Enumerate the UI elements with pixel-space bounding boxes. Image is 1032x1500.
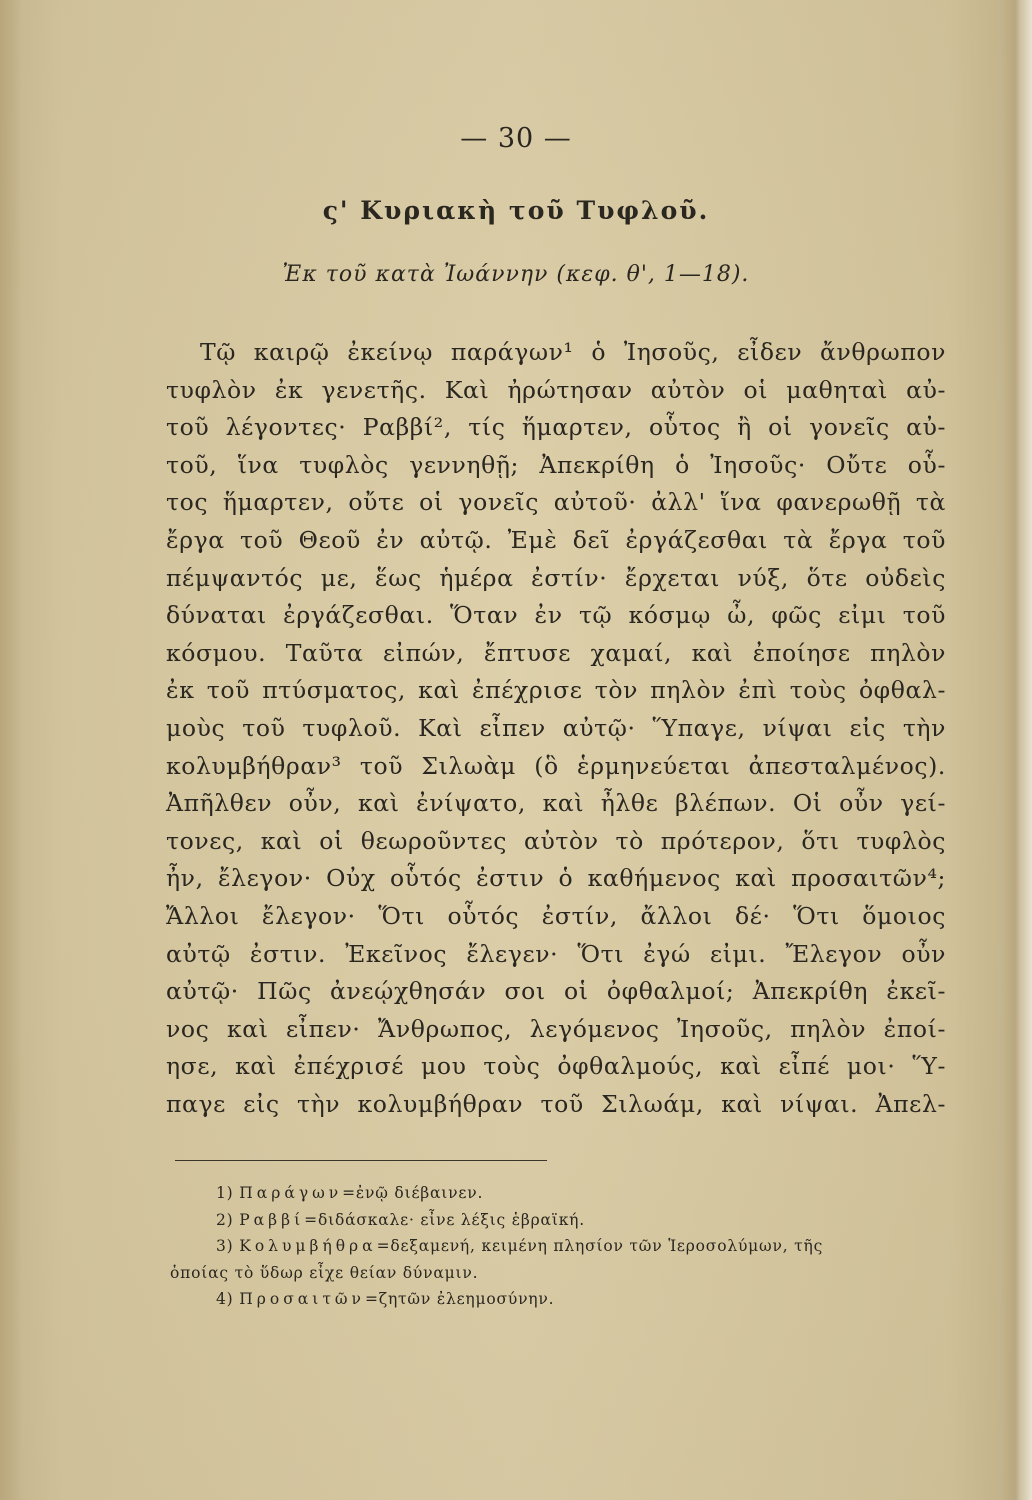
- text-line: Ἄλλοι ἔλεγον· Ὅτι οὗτός ἐστίν, ἄλλοι δέ· Ὅτι ὅμοιος: [166, 901, 946, 930]
- footnote-2: [166, 1207, 946, 1234]
- text-line: αὐτῷ· Πῶς ἀνεῴχθησάν σοι οἱ ὀφθαλμοί; Ἀπεκρίθη ἐκεῖ-: [166, 977, 946, 1006]
- page-subheading: Ἐκ τοῦ κατὰ Ἰωάννην (κεφ. θ', 1—18).: [282, 262, 750, 287]
- text-line: παγε εἰς τὴν κολυμβήθραν τοῦ Σιλωάμ, καὶ νίψαι. Ἀπελ-: [166, 1089, 946, 1118]
- text-line: τος ἥμαρτεν, οὔτε οἱ γονεῖς αὐτοῦ· ἀλλ' ἵνα φανερωθῇ τὰ: [166, 488, 946, 517]
- text-line: Ἀπῆλθεν οὖν, καὶ ἐνίψατο, καὶ ἦλθε βλέπων. Οἱ οὖν γεί-: [166, 789, 946, 818]
- page-gutter-shadow: [0, 0, 22, 1500]
- footnote-text: =δεξαμενή, κειμένη πλησίον τῶν Ἱεροσολύμων, τῆς: [376, 1237, 824, 1255]
- footnotes: [166, 1180, 946, 1313]
- text-line: ησε, καὶ ἐπέχρισέ μου τοὺς ὀφθαλμούς, καὶ εἶπέ μοι· Ὕ-: [166, 1052, 946, 1081]
- text-line: ἐκ τοῦ πτύσματος, καὶ ἐπέχρισε τὸν πηλὸν ἐπὶ τοὺς ὀφθαλ-: [166, 676, 946, 705]
- footnote-term: Κολυμβήθρα: [239, 1237, 377, 1255]
- footnote-3-continued: [166, 1260, 946, 1287]
- text-line: κολυμβήθραν³ τοῦ Σιλωὰμ (ὃ ἑρμηνεύεται ἀπεσταλμένος).: [166, 751, 946, 780]
- text-line: αὐτῷ ἐστιν. Ἐκεῖνος ἔλεγεν· Ὅτι ἐγώ εἰμι. Ἔλεγον οὖν: [166, 939, 946, 968]
- footnote-divider: [175, 1160, 547, 1161]
- footnote-mark: 2): [216, 1210, 234, 1229]
- footnote-4: [166, 1286, 946, 1313]
- text-line: κόσμου. Ταῦτα εἰπών, ἔπτυσε χαμαί, καὶ ἐποίησε πηλὸν: [166, 638, 946, 667]
- footnote-term: Ραββί: [239, 1210, 305, 1229]
- text-line: νος καὶ εἶπεν· Ἄνθρωπος, λεγόμενος Ἰησοῦς, πηλὸν ἐποί-: [166, 1014, 946, 1043]
- footnote-text: =διδάσκαλε· εἶνε λέξις ἑβραϊκή.: [304, 1210, 585, 1229]
- gospel-text: [166, 334, 946, 1123]
- page-edge-strip: [1001, 0, 1032, 1500]
- footnote-mark: 3): [216, 1237, 234, 1255]
- footnote-term: Παράγων: [239, 1184, 343, 1202]
- page-heading: ς' Κυριακὴ τοῦ Τυφλοῦ.: [322, 196, 710, 225]
- footnote-term: Προσαιτῶν: [239, 1290, 365, 1308]
- footnote-mark: 4): [216, 1290, 234, 1308]
- page-number: — 30 —: [460, 123, 572, 154]
- text-line: μοὺς τοῦ τυφλοῦ. Καὶ εἶπεν αὐτῷ· Ὕπαγε, νίψαι εἰς τὴν: [166, 713, 946, 742]
- text-line: τοῦ λέγοντες· Ραββί², τίς ἥμαρτεν, οὗτος ἢ οἱ γονεῖς αὐ-: [166, 413, 946, 442]
- footnote-text: ὁποίας τὸ ὕδωρ εἶχε θείαν δύναμιν.: [170, 1263, 479, 1282]
- footnote-text: =ἐνῷ διέβαινεν.: [342, 1184, 484, 1202]
- text-line: τοῦ, ἵνα τυφλὸς γεννηθῇ; Ἀπεκρίθη ὁ Ἰησοῦς· Οὔτε οὗ-: [166, 450, 946, 479]
- text-line: Τῷ καιρῷ ἐκείνῳ παράγων¹ ὁ Ἰησοῦς, εἶδεν ἄνθρωπον: [200, 338, 946, 366]
- footnote-mark: 1): [216, 1184, 234, 1202]
- text-line: δύναται ἐργάζεσθαι. Ὅταν ἐν τῷ κόσμῳ ὦ, φῶς εἰμι τοῦ: [166, 601, 946, 630]
- text-line: τονες, καὶ οἱ θεωροῦντες αὐτὸν τὸ πρότερον, ὅτι τυφλὸς: [166, 826, 946, 855]
- text-line: ἦν, ἔλεγον· Οὐχ οὗτός ἐστιν ὁ καθήμενος καὶ προσαιτῶν⁴;: [166, 864, 946, 893]
- footnote-3: [166, 1233, 946, 1260]
- text-line: ἔργα τοῦ Θεοῦ ἐν αὐτῷ. Ἐμὲ δεῖ ἐργάζεσθαι τὰ ἔργα τοῦ: [166, 525, 946, 554]
- footnote-text: =ζητῶν ἐλεημοσύνην.: [364, 1290, 555, 1308]
- footnote-1: [166, 1180, 946, 1207]
- text-line: τυφλὸν ἐκ γενετῆς. Καὶ ἠρώτησαν αὐτὸν οἱ μαθηταὶ αὐ-: [166, 375, 946, 404]
- text-line: πέμψαντός με, ἕως ἡμέρα ἐστίν· ἔρχεται νύξ, ὅτε οὐδεὶς: [166, 563, 946, 592]
